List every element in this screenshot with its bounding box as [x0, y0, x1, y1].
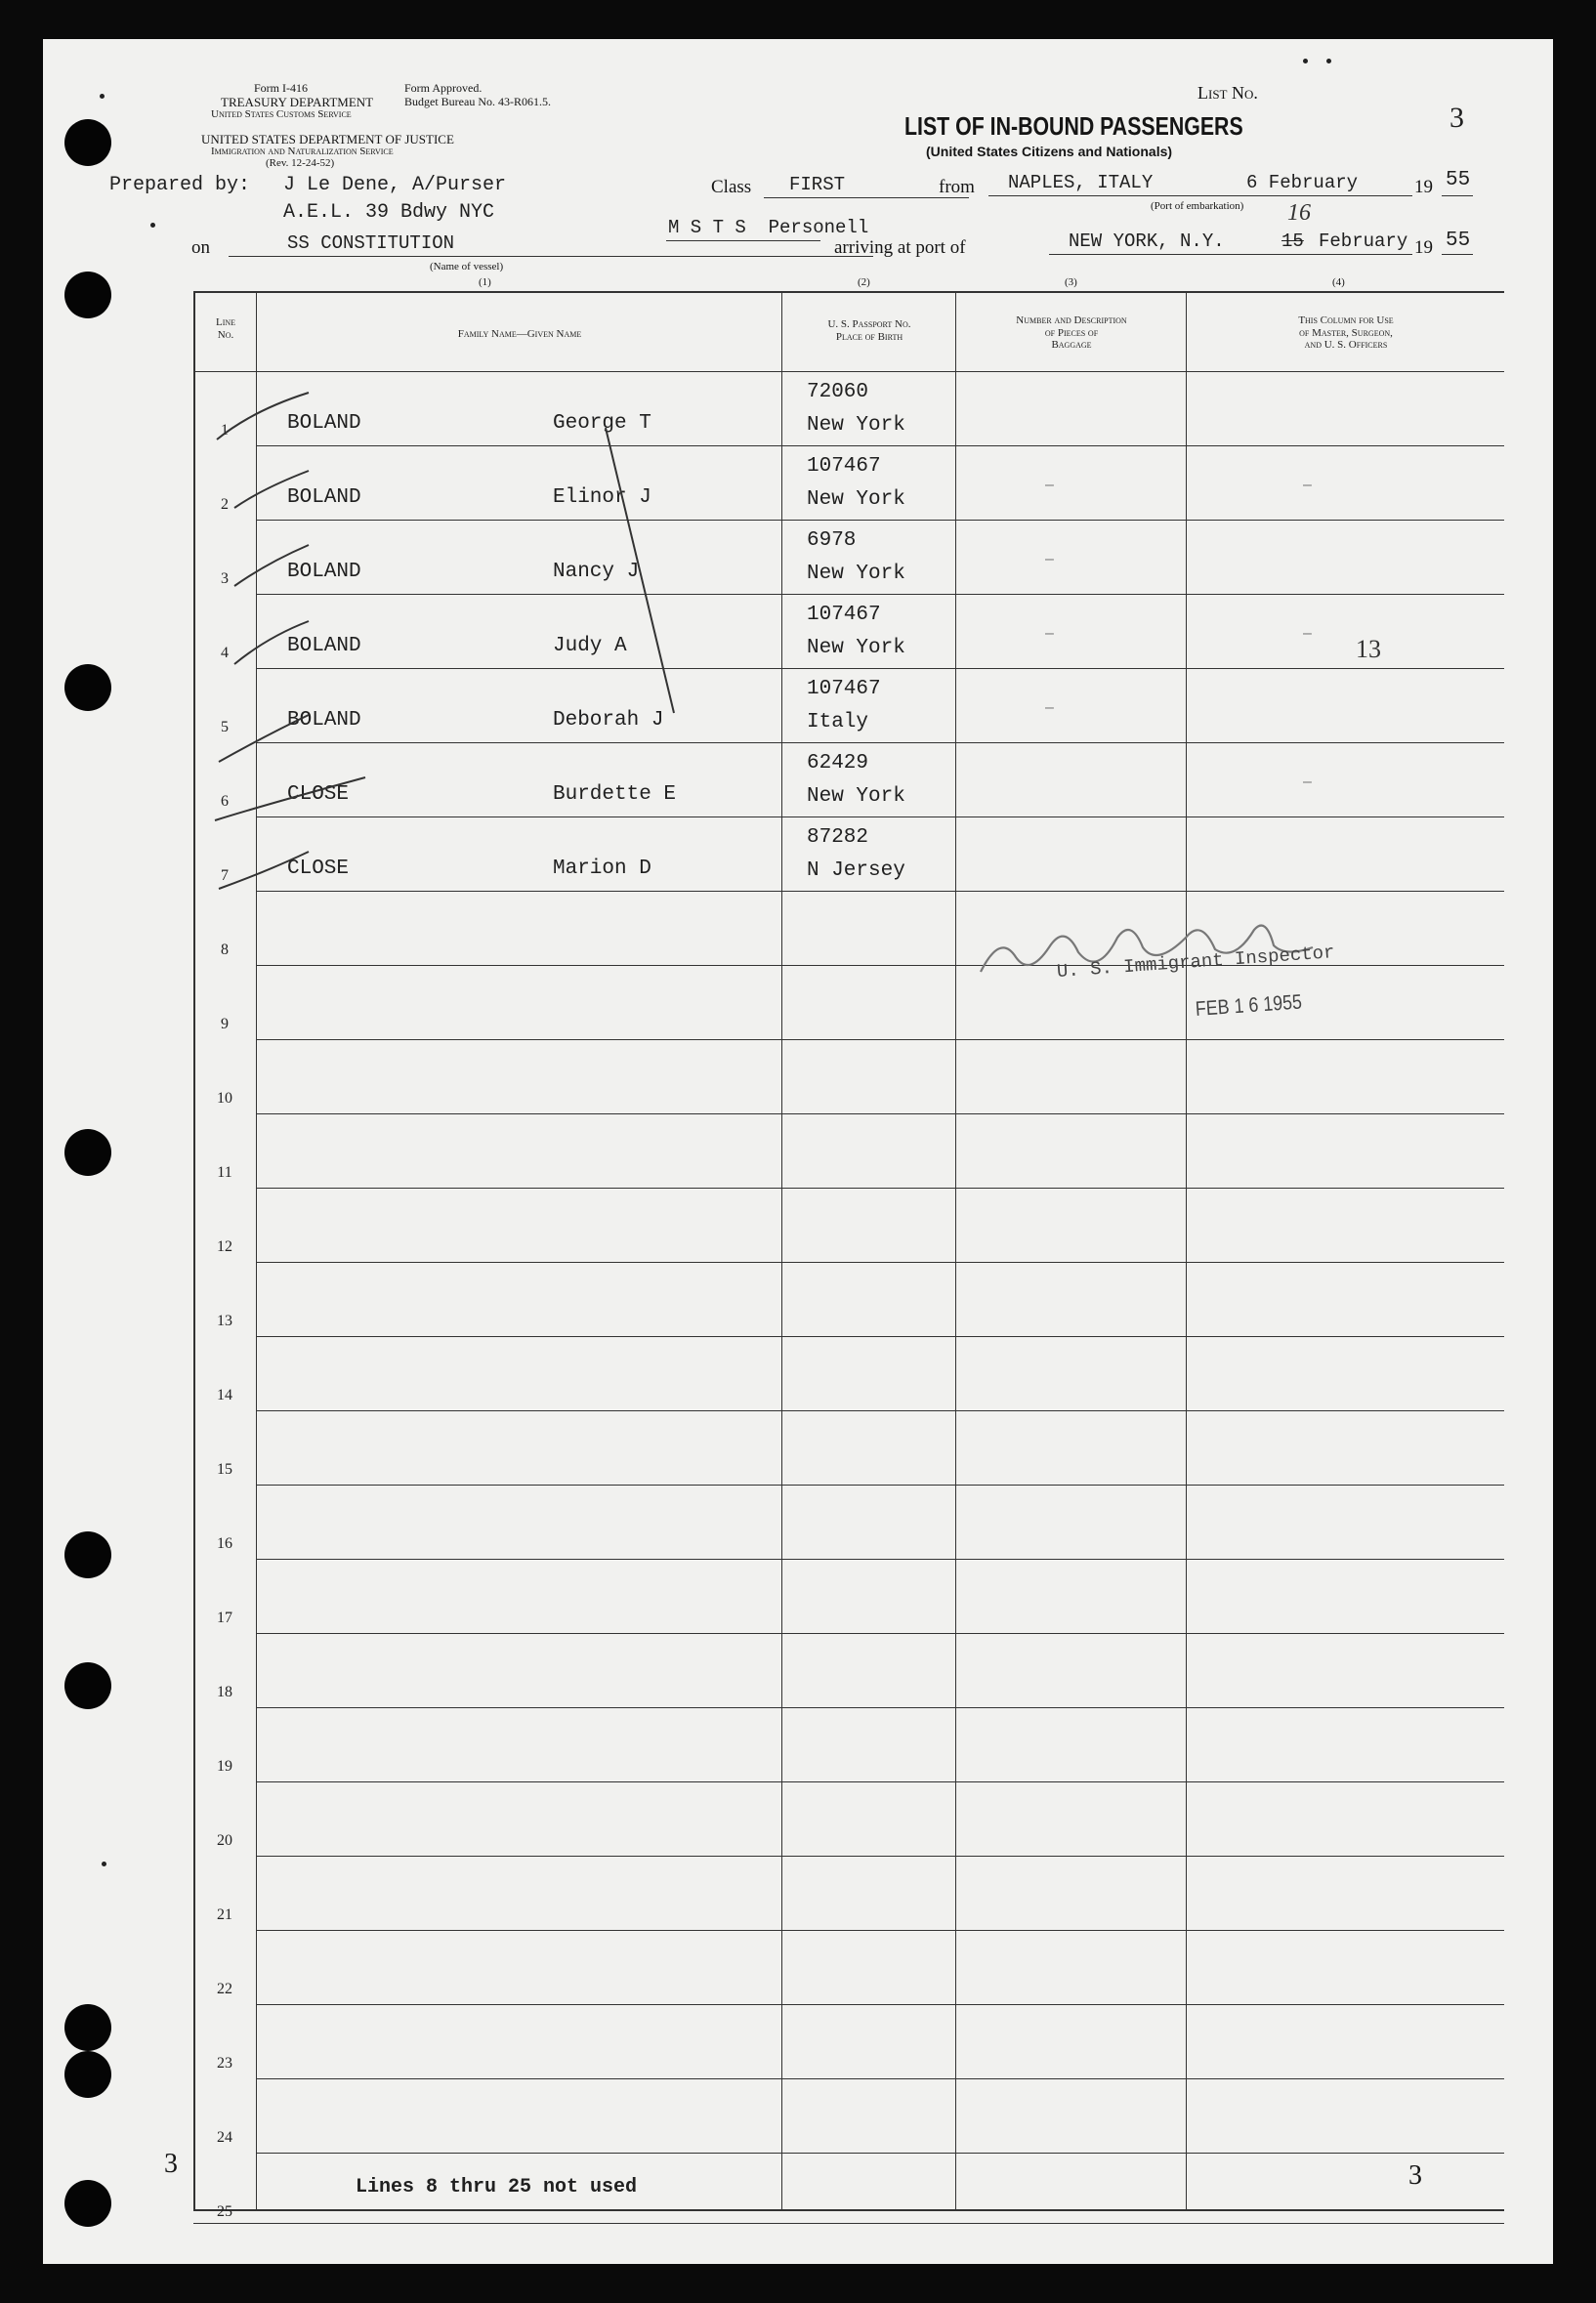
family-name: CLOSE [287, 783, 350, 806]
row-line [256, 742, 1504, 743]
arrival-year: 55 [1446, 230, 1471, 252]
line-number: 20 [217, 1832, 232, 1849]
line-number: 10 [217, 1090, 232, 1107]
row-line [256, 1633, 1504, 1634]
line-number: 23 [217, 2055, 232, 2072]
passport-number: 62429 [807, 752, 869, 775]
line-number: 11 [217, 1164, 232, 1181]
birthplace: New York [807, 785, 905, 808]
unused-lines-note: Lines 8 thru 25 not used [356, 2176, 638, 2198]
family-name: BOLAND [287, 561, 361, 583]
arrival-day-struck: 15 [1281, 230, 1304, 252]
row-line [256, 1559, 1504, 1560]
family-name: BOLAND [287, 412, 361, 435]
port-embark-caption: (Port of embarkation) [1151, 200, 1244, 212]
given-name: Elinor J [553, 486, 651, 509]
col-number-4: (4) [1332, 276, 1345, 288]
officer-mark: 13 [1356, 635, 1381, 663]
row-line [193, 2223, 1504, 2224]
birthplace: N Jersey [807, 859, 905, 882]
table-bottom-border [193, 2209, 1504, 2211]
list-title: LIST OF IN-BOUND PASSENGERS [904, 111, 1243, 141]
given-name: Nancy J [553, 561, 640, 583]
line-number: 24 [217, 2129, 232, 2146]
birthplace: New York [807, 488, 905, 511]
line-number: 7 [221, 867, 229, 884]
birthplace: New York [807, 637, 905, 659]
arrival-year-prefix: 19 [1414, 237, 1433, 258]
line-number: 4 [221, 645, 229, 661]
row-line [256, 1188, 1504, 1189]
row-line [256, 1113, 1504, 1114]
divider-baggage [1186, 291, 1187, 2209]
passport-number: 6978 [807, 529, 857, 552]
col-head-baggage: Number and Description of Pieces of Baggage [1016, 314, 1127, 352]
passport-number: 107467 [807, 604, 881, 626]
divider-line-no [256, 291, 257, 2209]
row-line [256, 594, 1504, 595]
col-number-2: (2) [858, 276, 870, 288]
page-number-right: 3 [1408, 2160, 1422, 2191]
inspector-stamp: U. S. Immigrant Inspector [1056, 942, 1336, 983]
baggage-dash: – [1045, 699, 1054, 716]
prepared-address: A.E.L. 39 Bdwy NYC [283, 201, 495, 224]
prepared-label: Prepared by: [109, 174, 251, 196]
msts-personnel: M S T S Personell [668, 217, 869, 238]
row-line [256, 1039, 1504, 1040]
line-number: 19 [217, 1758, 232, 1775]
line-number: 16 [217, 1535, 232, 1552]
line-number: 5 [221, 719, 229, 735]
divider-passport [955, 291, 956, 2209]
line-number: 3 [221, 570, 229, 587]
row-line [256, 2004, 1504, 2005]
passenger-table [43, 39, 1553, 2264]
row-line [256, 1781, 1504, 1782]
from-label: from [939, 177, 975, 197]
arriving-label: arriving at port of [834, 237, 966, 258]
line-number: 9 [221, 1016, 229, 1032]
from-port: NAPLES, ITALY [1008, 172, 1154, 193]
list-no-value: 3 [1449, 102, 1464, 134]
row-line [256, 1856, 1504, 1857]
passport-number: 107467 [807, 678, 881, 700]
arrival-day-written: 16 [1287, 200, 1311, 226]
row-line [256, 1410, 1504, 1411]
row-line [256, 668, 1504, 669]
row-line [256, 1707, 1504, 1708]
col-head-passport: U. S. Passport No. Place of Birth [827, 318, 911, 343]
from-year-prefix: 19 [1414, 177, 1433, 197]
given-name: Deborah J [553, 709, 664, 732]
family-name: CLOSE [287, 858, 350, 880]
class-label: Class [711, 177, 752, 197]
line-number: 22 [217, 1981, 232, 1997]
passport-number: 87282 [807, 826, 869, 849]
line-number: 1 [221, 422, 229, 439]
row-line [256, 1262, 1504, 1263]
line-number: 13 [217, 1313, 232, 1329]
birthplace: New York [807, 414, 905, 437]
table-top-border [193, 291, 1504, 293]
line-number: 21 [217, 1906, 232, 1923]
line-number: 2 [221, 496, 229, 513]
row-line [256, 1485, 1504, 1486]
line-number: 12 [217, 1238, 232, 1255]
ins-service: Immigration and Naturalization Service [211, 146, 394, 157]
row-line [256, 2153, 1504, 2154]
budget-bureau: Budget Bureau No. 43-R061.5. [404, 95, 551, 108]
row-line [256, 891, 1504, 892]
treasury-department: TREASURY DEPARTMENT [221, 95, 374, 109]
prepared-name: J Le Dene, A/Purser [283, 174, 507, 196]
officer-dash: – [1303, 625, 1312, 642]
on-label: on [191, 237, 210, 258]
line-number: 25 [217, 2203, 232, 2220]
row-line [256, 2078, 1504, 2079]
line-number: 6 [221, 793, 229, 810]
table-header-border [193, 371, 1504, 372]
officer-dash: – [1303, 477, 1312, 493]
line-number: 18 [217, 1684, 232, 1700]
line-number: 17 [217, 1610, 232, 1626]
family-name: BOLAND [287, 709, 361, 732]
given-name: George T [553, 412, 651, 435]
arrival-port: NEW YORK, N.Y. [1069, 230, 1225, 252]
baggage-dash: – [1045, 551, 1054, 567]
given-name: Marion D [553, 858, 651, 880]
class-value: FIRST [789, 174, 846, 195]
row-line [256, 520, 1504, 521]
form-revision: (Rev. 12-24-52) [266, 157, 335, 169]
passport-number: 107467 [807, 455, 881, 478]
birthplace: New York [807, 563, 905, 585]
officer-dash: – [1303, 774, 1312, 790]
baggage-dash: – [1045, 625, 1054, 642]
justice-department: UNITED STATES DEPARTMENT OF JUSTICE [201, 132, 454, 147]
line-number: 15 [217, 1461, 232, 1478]
birthplace: Italy [807, 711, 869, 733]
from-date: 6 February [1246, 172, 1359, 193]
baggage-dash: – [1045, 477, 1054, 493]
customs-service: United States Customs Service [211, 108, 352, 120]
line-number: 8 [221, 942, 229, 958]
from-year: 55 [1446, 169, 1471, 191]
row-line [256, 445, 1504, 446]
col-number-3: (3) [1065, 276, 1077, 288]
list-subtitle: (United States Citizens and Nationals) [926, 144, 1173, 159]
given-name: Burdette E [553, 783, 677, 806]
col-head-line-no: Line No. [215, 316, 236, 341]
family-name: BOLAND [287, 486, 361, 509]
manifest-page [43, 39, 1553, 2264]
given-name: Judy A [553, 635, 627, 657]
row-line [256, 965, 1504, 966]
row-line [256, 1336, 1504, 1337]
passport-number: 72060 [807, 381, 869, 403]
form-number: Form I-416 [254, 81, 308, 95]
stamp-date: FEB 1 6 1955 [1195, 990, 1303, 1021]
col-head-officers: This Column for Use of Master, Surgeon, and U. S. Officers [1298, 314, 1394, 352]
col-number-1: (1) [479, 276, 491, 288]
family-name: BOLAND [287, 635, 361, 657]
col-head-name: Family Name—Given Name [457, 328, 582, 340]
vessel-caption: (Name of vessel) [430, 261, 504, 272]
row-line [256, 1930, 1504, 1931]
vessel-name: SS CONSTITUTION [287, 232, 455, 254]
divider-name [781, 291, 782, 2209]
arrival-month: February [1319, 230, 1408, 252]
form-approved: Form Approved. [404, 81, 483, 95]
line-number: 14 [217, 1387, 232, 1403]
page-number-left: 3 [164, 2149, 178, 2179]
list-no-label: List No. [1197, 83, 1258, 103]
